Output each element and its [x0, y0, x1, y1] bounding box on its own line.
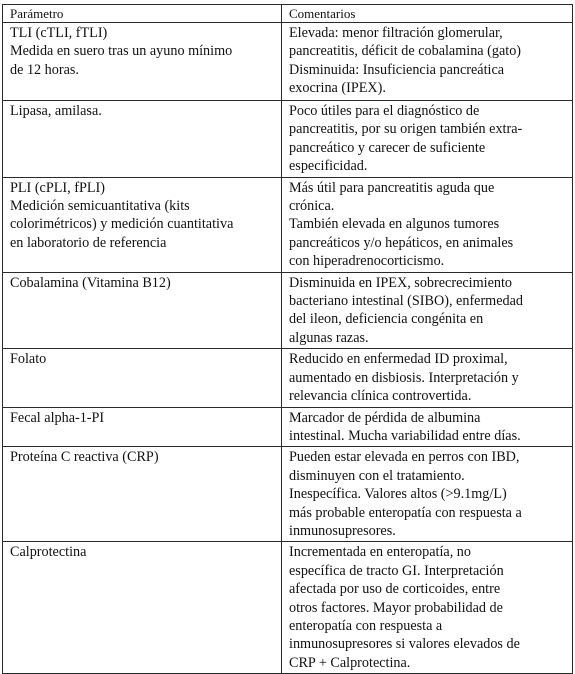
- comment-line: bacteriano intestinal (SIBO), enfermedad: [289, 293, 524, 310]
- comment-line: Disminuida en IPEX, sobrecrecimiento: [289, 274, 513, 291]
- param-line: Proteína C reactiva (CRP): [10, 449, 159, 466]
- param-cell: [3, 23, 282, 101]
- parameters-table: [2, 4, 573, 674]
- comment-cell: [282, 447, 573, 542]
- param-line: en laboratorio de referencia: [10, 234, 167, 251]
- table-header-row: [3, 5, 573, 23]
- comment-line: pancreatitis, por su origen también extra-: [289, 121, 523, 138]
- comment-line: pancreático y carecer de suficiente: [289, 139, 486, 156]
- param-line: TLI (cTLI, fTLI): [10, 25, 108, 41]
- comment-line: aumentado en disbiosis. Interpretación y: [289, 369, 519, 386]
- comment-line: Inespecífica. Valores altos (>9.1mg/L): [289, 486, 507, 503]
- comment-cell: [282, 101, 573, 178]
- comment-line: disminuyen con el tratamiento.: [289, 467, 465, 484]
- param-line: Calprotectina: [10, 544, 87, 561]
- param-cell: [3, 349, 282, 407]
- table-row-lipasa: [3, 101, 573, 178]
- comment-line: Elevada: menor filtración glomerular,: [289, 25, 503, 41]
- comment-line: También elevada en algunos tumores: [289, 216, 500, 233]
- table-row-fecal-alpha-1-pi: [3, 407, 573, 447]
- comment-line: específica de tracto GI. Interpretación: [289, 562, 504, 579]
- comment-line: crónica.: [289, 198, 335, 215]
- table-row-crp: [3, 447, 573, 542]
- comment-cell: [282, 349, 573, 407]
- comment-line: inmunosupresores si valores elevados de: [289, 636, 520, 653]
- param-cell: [3, 447, 282, 542]
- comment-line: CRP + Calprotectina.: [289, 654, 411, 671]
- param-line: Cobalamina (Vitamina B12): [10, 274, 171, 291]
- comment-line: más probable enteropatía con respuesta a: [289, 504, 522, 521]
- comment-line: otros factores. Mayor probabilidad de: [289, 599, 503, 616]
- comment-line: Incrementada en enteropatía, no: [289, 544, 471, 561]
- comment-line: enteropatía con respuesta a: [289, 617, 443, 634]
- param-cell: [3, 101, 282, 178]
- comment-line: Más útil para pancreatitis aguda que: [289, 179, 495, 196]
- comment-line: pancreatitis, déficit de cobalamina (gato): [289, 43, 522, 60]
- comment-line: exocrina (IPEX).: [289, 80, 386, 97]
- table-row-cobalamina: [3, 272, 573, 349]
- param-line: Medición semicuantitativa (kits: [10, 198, 190, 215]
- comment-line: inmunosupresores.: [289, 522, 396, 539]
- comment-line: Disminuida: Insuficiencia pancreática: [289, 61, 505, 78]
- comment-cell: [282, 542, 573, 674]
- comment-line: pancreáticos y/o hepáticos, en animales: [289, 234, 514, 251]
- comment-cell: [282, 407, 573, 447]
- param-cell: [3, 407, 282, 447]
- table-row-pli: [3, 177, 573, 272]
- param-cell: [3, 177, 282, 272]
- comment-line: del ileon, deficiencia congénita en: [289, 311, 484, 328]
- comment-line: Reducido en enfermedad ID proximal,: [289, 351, 508, 368]
- table-row-folato: [3, 349, 573, 407]
- comment-cell: [282, 177, 573, 272]
- param-line: Lipasa, amilasa.: [10, 103, 102, 119]
- comment-line: Marcador de pérdida de albumina: [289, 409, 481, 426]
- param-line: PLI (cPLI, fPLI): [10, 179, 105, 196]
- comment-line: especificidad.: [289, 158, 368, 175]
- param-line: Folato: [10, 351, 47, 368]
- param-line: Fecal alpha-1-PI: [10, 409, 105, 426]
- comment-line: Poco útiles para el diagnóstico de: [289, 103, 480, 119]
- comment-line: algunas razas.: [289, 329, 369, 346]
- table-row-tli: [3, 23, 573, 101]
- param-cell: [3, 272, 282, 349]
- comment-cell: [282, 23, 573, 101]
- param-line: de 12 horas.: [10, 61, 79, 78]
- comment-cell: [282, 272, 573, 349]
- comment-line: relevancia clínica controvertida.: [289, 388, 472, 405]
- comment-line: con hiperadrenocorticismo.: [289, 253, 445, 270]
- comment-line: intestinal. Mucha variabilidad entre días.: [289, 427, 521, 444]
- header-comentarios: Comentarios: [282, 5, 573, 23]
- param-line: Medida en suero tras un ayuno mínimo: [10, 43, 233, 60]
- table-row-calprotectina: [3, 542, 573, 674]
- comment-line: Pueden estar elevada en perros con IBD,: [289, 449, 520, 466]
- param-cell: [3, 542, 282, 674]
- header-parametro: Parámetro: [3, 5, 282, 23]
- comment-line: afectada por uso de corticoides, entre: [289, 581, 501, 598]
- param-line: colorimétricos) y medición cuantitativa: [10, 216, 234, 233]
